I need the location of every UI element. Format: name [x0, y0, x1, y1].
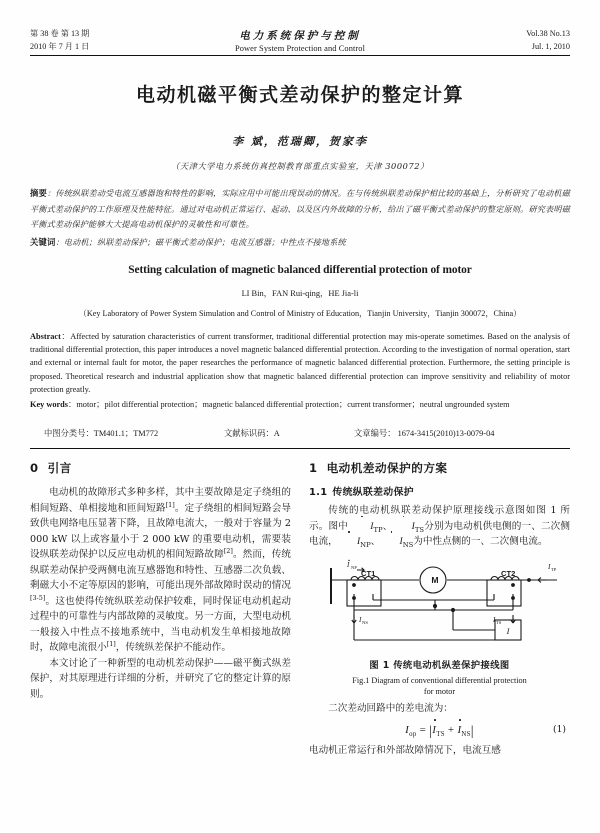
symbol-ins: I	[380, 534, 402, 550]
equation-1-number: (1)	[552, 724, 566, 736]
volume-issue-en: Vol.38 No.13	[526, 29, 570, 38]
citation-3: [3-5]	[30, 593, 46, 602]
symbol-ins-sub: NS	[402, 541, 414, 550]
intro-text-b: 。定子绕组的相间短路会导致供电网络电压显著下降，且故障电流大，一般对于容量为 2 000 kW 以上或容量小于 2 000 kW 的重要电动机，需要装设纵联差动保护以反应电动机的相间短路故障	[30, 502, 292, 561]
citation-2: [2]	[223, 546, 233, 555]
section-number-1: 1	[309, 461, 318, 476]
equation-1	[405, 722, 474, 740]
article-authors-cn: 李 斌，范瑞卿，贺家李	[232, 135, 368, 149]
right-column	[309, 459, 570, 758]
keywords-label-en: Key words	[30, 399, 69, 409]
subsection-heading-1-1	[309, 485, 570, 501]
section-heading-1	[309, 459, 570, 478]
section-number-0: 0	[30, 461, 39, 476]
equation-1-row	[309, 721, 570, 741]
running-head-left	[30, 28, 150, 53]
paragraph-section-1-1: 传统的电动机纵联差动保护原理接线示意图如图 1 所示。图中 $I_{TP}$、 $I_{TS}$分别为电动机供电侧的一、二次侧电流， $I_{NP}$、 $I_{NS}$为中性点侧的一、二次侧电流。	[309, 505, 571, 550]
article-title-en: Setting calculation of magnetic balanced differential protection of motor	[128, 263, 472, 276]
clc-number	[44, 427, 224, 439]
intro-text-d: 。这也使得传统纵联差动保护较难，同时保证电动机起动过程中的可靠性与内部故障的灵敏度。另一方面，大型电动机一般接入中性点不接地系统中，当电动机发生单相接地故障时，故障电流很小	[30, 595, 291, 654]
eq1-equals: =	[419, 723, 427, 736]
junction-node-center	[432, 604, 436, 608]
journal-title-en: Power System Protection and Control	[234, 44, 366, 53]
figure-label-ct1: CT1	[360, 568, 375, 578]
intro-text-a: 电动机的故障形式多种多样，其中主要故障是定子绕组的相间短路、单相接地和匝间短路	[30, 487, 291, 514]
figure-label-ins: I	[358, 615, 361, 624]
article-id	[354, 427, 570, 439]
subsection-number-1-1: 1.1	[309, 487, 328, 499]
abstract-label-cn: 摘要	[30, 188, 48, 199]
running-head-right	[450, 28, 570, 53]
symbol-itp-sub: TP	[373, 525, 383, 534]
abstract-label-en: Abstract	[30, 331, 61, 341]
sec11-text-b: 分别为电动机供电侧的一、二次侧电流，	[309, 520, 571, 548]
paragraph-after-eq1: 电动机正常运行和外部故障情况下，电流互感	[309, 744, 501, 756]
symbol-inp-sub: NP	[360, 541, 371, 550]
junction-node-relay	[450, 608, 454, 612]
section-title-1: 电动机差动保护的方案	[326, 461, 448, 476]
column-divider-rule	[30, 448, 570, 449]
abstract-text-en: Affected by saturation characteristics of current transformer, traditional differential protection may mis-operate sometimes. Based on the analysis of traditional differential protection, this paper introduces a novel magnetic balanced differential protection. According to the investigation of normal operation, start and external or internal fault for motor, the paper researches the performance of magnetic balanced differential protection. Furthermore, the setting principle is proposed. Theoretical research and industrial application show that magnetic balanced differential protection can improve sensitivity and reliability of motor protection greatly.	[30, 331, 570, 395]
eq1-term1: I	[432, 722, 436, 740]
document-code-value: A	[273, 429, 280, 439]
left-column	[30, 459, 291, 758]
figure-label-its-sub: TS	[495, 619, 501, 625]
article-title-cn: 电动机磁平衡式差动保护的整定计算	[135, 84, 464, 107]
abstract-en: Abstract：Affected by saturation characteristics of current transformer, traditional differential protection may mis-operate sometimes. Based on the analysis of traditional differential protection, this paper introduces a novel magnetic balanced differential protection. According to the investigation of normal operation, start and external or internal fault for motor, the paper researches the performance of magnetic balanced differential protection. Furthermore, the setting principle is proposed. Theoretical research and industrial application show that magnetic balanced differential protection can improve sensitivity and reliability of motor protection greatly.	[30, 331, 570, 395]
eq1-lhs-sub: op	[409, 731, 417, 739]
sec11-text-a: 传统的电动机纵联差动保护原理接线示意图如图 1 所示。图中	[309, 505, 570, 532]
section-title-0: 引言	[47, 461, 72, 476]
clc-label: 中图分类号：	[44, 429, 94, 439]
figure-label-inp-sub: NP	[350, 564, 357, 570]
keywords-en: Key words：motor；pilot differential protection；magnetic balanced differential protection；current transformer；neutral ungrounded system	[30, 399, 510, 409]
paragraph-intro-2: 本文讨论了一种新型的电动机差动保护——磁平衡式纵差保护，对其原理进行详细的分析，并研究了它的整定计算的原则。	[30, 657, 291, 700]
figure-1-caption-en	[309, 675, 570, 697]
eq1-abs-close: |	[470, 723, 474, 739]
article-affiliation-en: （Key Laboratory of Power System Simulation and Control of Ministry of Education，Tianjin University，Tianjin 300072，China）	[78, 308, 522, 318]
publication-date-en: Jul. 1, 2010	[531, 41, 570, 51]
figure-label-its: I	[492, 615, 495, 624]
polarity-dot-ct1-primary	[352, 583, 356, 587]
figure-label-inp: I	[346, 560, 349, 569]
figure-1-caption-cn: 图 1 传统电动机纵差保护接线图	[369, 660, 510, 672]
document-code-label: 文献标识码：	[224, 429, 274, 439]
clc-value: TM401.1；TM772	[93, 429, 159, 439]
polarity-dot-ct2-primary	[511, 583, 515, 587]
subsection-title-1-1: 传统纵联差动保护	[332, 487, 414, 499]
polarity-dot-line-right	[527, 578, 531, 582]
intro-text-e: ，传统纵差保护不能动作。	[115, 642, 231, 654]
citation-4: [1]	[106, 640, 116, 649]
running-head-center	[150, 28, 450, 53]
abstract-text-cn: 传统纵联差动受电流互感器饱和特性的影响，实际应用中可能出现误动的情况。在与传统纵联差动保护相比较的基础上，分析研究了电动机磁平衡式差动保护的工作原理及性能特征。通过对电动机正常运行、起动、以及区内外故障的分析，给出了磁平衡式差动保护的整定原则。研究表明磁平衡式差动保护能够大大提高电动机保护的灵敏性和可靠性。	[30, 188, 571, 229]
figure-1-caption-en-line1: Fig.1 Diagram of conventional differential protection	[352, 676, 527, 686]
keywords-cn: 关键词：电动机；纵联差动保护；磁平衡式差动保护；电流互感器；中性点不接地系统	[30, 236, 346, 247]
eq1-abs-open: |	[429, 723, 433, 739]
figure-label-ct2: CT2	[500, 568, 515, 578]
journal-title-cn: 电力系统保护与控制	[239, 30, 361, 42]
figure-label-motor: M	[430, 574, 439, 585]
figure-1-caption-en-line2: for motor	[423, 687, 456, 697]
figure-label-ins-sub: NS	[361, 619, 368, 625]
publication-date-cn: 2010 年 7 月 1 日	[30, 41, 90, 51]
abstract-cn: 摘要：传统纵联差动受电流互感器饱和特性的影响，实际应用中可能出现误动的情况。在与传统纵联差动保护相比较的基础上，分析研究了电动机磁平衡式差动保护的工作原理及性能特征。通过对电动机正常运行、起动、以及区内外故障的分析，给出了磁平衡式差动保护的整定原则。研究表明磁平衡式差动保护能够大大提高电动机保护的灵敏性和可靠性。	[30, 188, 571, 229]
polarity-dot-ct2-secondary	[511, 596, 515, 600]
eq1-term1-sub: TS	[436, 731, 445, 739]
keywords-text-cn: 电动机；纵联差动保护；磁平衡式差动保护；电流互感器；中性点不接地系统	[63, 236, 346, 247]
circuit-diagram	[317, 558, 563, 650]
article-affiliation-cn: （天津大学电力系统仿真控制教育部重点实验室，天津 300072）	[171, 161, 429, 172]
eq1-term2-sub: NS	[461, 731, 471, 739]
symbol-its: I	[392, 519, 414, 535]
polarity-dot-ct1-secondary	[352, 596, 356, 600]
keywords-label-cn: 关键词	[30, 236, 56, 247]
eq1-plus: +	[447, 723, 455, 736]
symbol-itp: I	[351, 519, 373, 535]
symbol-inp: I	[338, 534, 360, 550]
eq1-lhs: I	[405, 723, 410, 736]
sec11-text-c: 为中性点侧的一、二次侧电流。	[413, 536, 548, 548]
paragraph-intro-1	[30, 485, 291, 656]
citation-1: [1]	[165, 500, 175, 509]
paragraph-before-eq1: 二次差动回路中的差电流为：	[328, 703, 453, 715]
article-id-value: 1674-3415(2010)13-0079-04	[397, 429, 495, 439]
running-head	[30, 28, 570, 56]
body-columns	[30, 459, 570, 758]
intro-text-c: 。然而，传统纵联差动保护受两侧电流互感器饱和特性、互感器二次负载、剩磁大小不定等原因的影响，可能出现外部故障时误动的情况	[30, 549, 292, 592]
document-code	[224, 427, 354, 439]
figure-label-itp-sub: TP	[550, 566, 556, 572]
figure-label-itp: I	[547, 562, 550, 571]
figure-label-relay: I	[506, 626, 509, 636]
article-id-label: 文章编号：	[354, 429, 396, 439]
figure-1	[309, 558, 570, 698]
classification-row	[30, 427, 570, 439]
eq1-term2: I	[457, 722, 461, 740]
symbol-its-sub: TS	[414, 525, 425, 534]
volume-issue-cn: 第 38 卷 第 13 期	[30, 29, 90, 38]
article-authors-en: LI Bin，FAN Rui-qing，HE Jia-li	[241, 288, 359, 298]
keywords-text-en: motor；pilot differential protection；magnetic balanced differential protection；current transformer；neutral ungrounded system	[76, 399, 510, 409]
section-heading-0	[30, 459, 291, 478]
